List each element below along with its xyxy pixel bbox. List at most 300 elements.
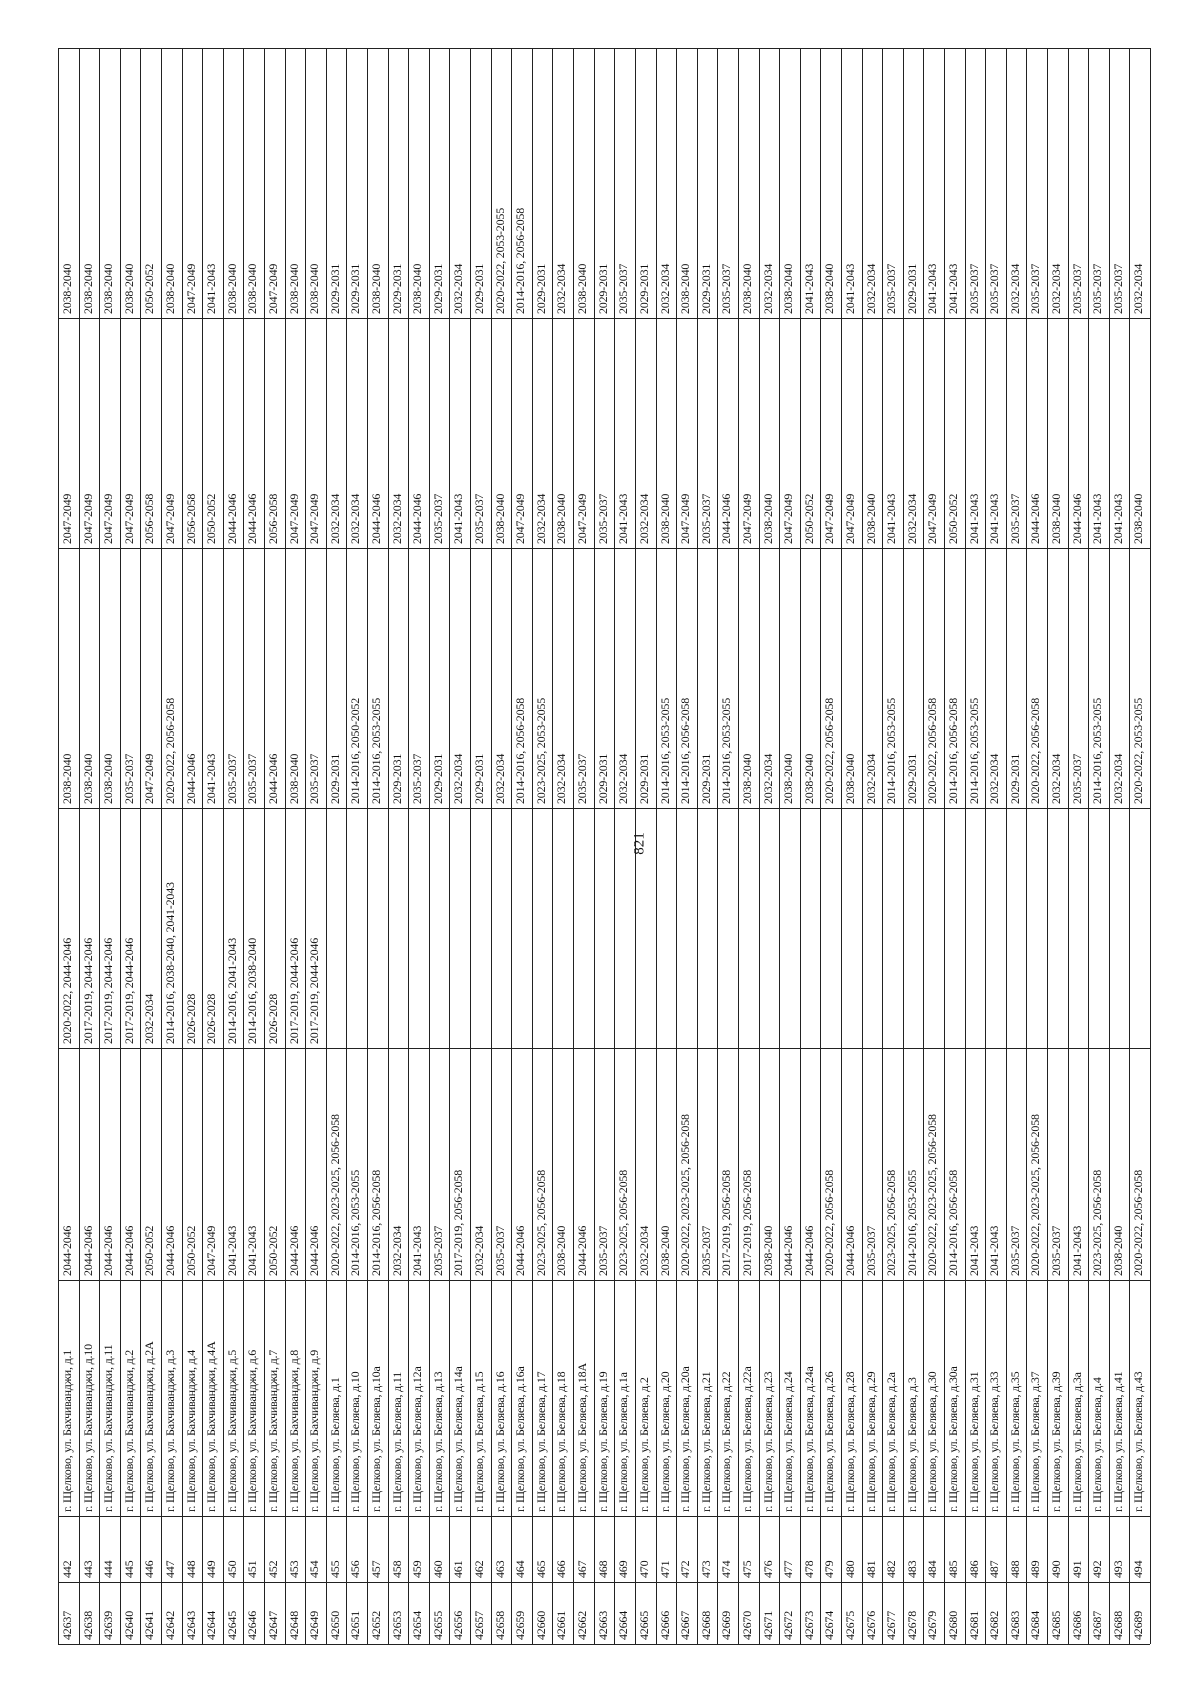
table-cell-record-number — [1109, 1516, 1130, 1582]
cell-text: 482 — [884, 1560, 899, 1578]
table-cell-period-2 — [140, 808, 161, 1048]
table-cell-period-2 — [903, 808, 924, 1048]
table-cell-record-number — [573, 1516, 594, 1582]
cell-text: 2038-2040 — [1131, 493, 1146, 544]
table-cell-record-id — [305, 1582, 326, 1644]
table-cell-record-id — [552, 1582, 573, 1644]
cell-text: 42637 — [60, 1610, 74, 1640]
table-cell-period-4 — [285, 318, 306, 548]
table-cell-period-5 — [1109, 48, 1130, 318]
cell-text: г. Щелково, ул. Беляева, д.43 — [1131, 1371, 1146, 1512]
cell-text: 483 — [904, 1560, 919, 1578]
table-cell-period-5 — [470, 48, 491, 318]
cell-text: 2029-2031 — [904, 263, 919, 314]
cell-text: 2029-2031 — [430, 753, 445, 804]
cell-text: 42653 — [389, 1610, 404, 1640]
cell-text: г. Щелково, ул. Беляева, д.2а — [884, 1372, 899, 1512]
cell-text: 42668 — [698, 1610, 713, 1640]
table-cell-period-3 — [903, 548, 924, 808]
cell-text: 468 — [595, 1560, 610, 1578]
cell-text: г. Щелково, ул. Беляева, д.18 — [554, 1371, 569, 1512]
table-cell-period-2 — [697, 808, 718, 1048]
table-cell-record-number — [161, 1516, 182, 1582]
cell-text: г. Щелково, ул. Беляева, д.15 — [472, 1371, 487, 1512]
table-cell-period-3 — [862, 548, 883, 808]
cell-text: 2035-2037 — [719, 263, 734, 314]
table-cell-period-2 — [305, 808, 326, 1048]
cell-text: 2047-2049 — [142, 753, 157, 804]
table-cell-period-2 — [1068, 808, 1089, 1048]
table-cell-record-id — [264, 1582, 285, 1644]
table-cell-period-1 — [243, 1048, 264, 1280]
table-cell-period-4 — [820, 318, 841, 548]
table-cell-address — [223, 1280, 244, 1516]
table-cell-address — [79, 1280, 100, 1516]
cell-text: 2041-2043 — [204, 753, 219, 804]
table-cell-period-1 — [841, 1048, 862, 1280]
table-cell-period-1 — [285, 1048, 306, 1280]
cell-text: 2041-2043 — [224, 1225, 239, 1276]
cell-text: 42667 — [678, 1610, 693, 1640]
cell-text: 2044-2046 — [801, 1225, 816, 1276]
table-cell-record-id — [79, 1582, 100, 1644]
cell-text: 479 — [822, 1560, 837, 1578]
table-cell-record-number — [202, 1516, 223, 1582]
table-cell-address — [99, 1280, 120, 1516]
cell-text: 2020-2022, 2023-2025, 2056-2058 — [327, 1114, 342, 1276]
cell-text: 2047-2049 — [286, 493, 301, 544]
table-cell-period-3 — [449, 548, 470, 808]
table-cell-record-id — [800, 1582, 821, 1644]
table-cell-period-1 — [635, 1048, 656, 1280]
table-cell-address — [511, 1280, 532, 1516]
table-cell-period-4 — [58, 318, 79, 548]
table-cell-record-id — [202, 1582, 223, 1644]
cell-text: 448 — [183, 1560, 198, 1578]
cell-text: 42671 — [760, 1610, 775, 1640]
cell-text: 2035-2037 — [1090, 263, 1105, 314]
cell-text: 2041-2043 — [204, 263, 219, 314]
table-cell-period-4 — [800, 318, 821, 548]
table-cell-period-5 — [820, 48, 841, 318]
cell-text: 466 — [554, 1560, 569, 1578]
table-cell-period-2 — [676, 808, 697, 1048]
column-separator — [58, 1644, 1150, 1645]
table-cell-period-1 — [965, 1048, 986, 1280]
table-cell-period-4 — [841, 318, 862, 548]
cell-text: 42655 — [430, 1610, 445, 1640]
cell-text: 42649 — [307, 1610, 322, 1640]
cell-text: 2032-2034 — [554, 753, 569, 804]
cell-text: 2038-2040 — [286, 753, 301, 804]
cell-text: 2032-2034 — [1048, 753, 1063, 804]
table-cell-period-5 — [985, 48, 1006, 318]
table-cell-record-id — [120, 1582, 141, 1644]
cell-text: 2035-2037 — [121, 753, 136, 804]
cell-text: г. Щелково, ул. Беляева, д.11 — [389, 1372, 404, 1512]
table-cell-period-1 — [614, 1048, 635, 1280]
table-cell-period-5 — [511, 48, 532, 318]
table-cell-period-5 — [79, 48, 100, 318]
cell-text: 2044-2046 — [121, 1225, 136, 1276]
table-cell-address — [285, 1280, 306, 1516]
table-cell-period-1 — [944, 1048, 965, 1280]
table-cell-period-5 — [388, 48, 409, 318]
cell-text: 2047-2049 — [925, 493, 940, 544]
cell-text: 42658 — [492, 1610, 507, 1640]
cell-text: 2020-2022, 2023-2025, 2056-2058 — [925, 1114, 940, 1276]
cell-text: 2041-2043 — [245, 1225, 260, 1276]
table-cell-record-number — [99, 1516, 120, 1582]
table-cell-period-2 — [449, 808, 470, 1048]
cell-text: 2041-2043 — [1069, 1225, 1084, 1276]
cell-text: 42641 — [142, 1610, 157, 1640]
table-cell-period-5 — [779, 48, 800, 318]
table-cell-period-5 — [99, 48, 120, 318]
table-cell-period-2 — [965, 808, 986, 1048]
table-cell-period-3 — [532, 548, 553, 808]
cell-text: 42643 — [183, 1610, 198, 1640]
table-cell-record-number — [985, 1516, 1006, 1582]
cell-text: 2038-2040 — [121, 263, 136, 314]
table-cell-period-1 — [882, 1048, 903, 1280]
cell-text: 2038-2040 — [575, 263, 590, 314]
table-cell-record-number — [223, 1516, 244, 1582]
cell-text: 42654 — [410, 1610, 425, 1640]
table-cell-period-2 — [717, 808, 738, 1048]
table-cell-address — [470, 1280, 491, 1516]
table-cell-period-4 — [1088, 318, 1109, 548]
table-cell-period-3 — [738, 548, 759, 808]
table-cell-record-number — [285, 1516, 306, 1582]
table-cell-record-number — [1129, 1516, 1150, 1582]
cell-text: 444 — [101, 1560, 116, 1578]
table-cell-period-3 — [182, 548, 203, 808]
cell-text: г. Щелково, ул. Беляева, д.19 — [595, 1371, 610, 1512]
cell-text: 2029-2031 — [348, 263, 363, 314]
table-cell-period-3 — [346, 548, 367, 808]
cell-text: 2032-2034 — [327, 493, 342, 544]
table-cell-record-id — [408, 1582, 429, 1644]
table-cell-period-3 — [243, 548, 264, 808]
cell-text: 2032-2034 — [348, 493, 363, 544]
cell-text: 42680 — [945, 1610, 960, 1640]
cell-text: 2014-2016, 2056-2058 — [369, 1170, 384, 1276]
table-cell-address — [161, 1280, 182, 1516]
table-cell-record-number — [58, 1516, 79, 1582]
cell-text: 2041-2043 — [1090, 493, 1105, 544]
cell-text: г. Щелково, ул. Беляева, д.22 — [719, 1371, 734, 1512]
table-cell-period-5 — [882, 48, 903, 318]
table-cell-record-number — [738, 1516, 759, 1582]
table-cell-period-2 — [58, 808, 79, 1048]
cell-text: 42646 — [245, 1610, 260, 1640]
cell-text: г. Щелково, ул. Беляева, д.20 — [657, 1371, 672, 1512]
cell-text: 2035-2037 — [224, 753, 239, 804]
table-cell-record-id — [1047, 1582, 1068, 1644]
table-cell-record-number — [79, 1516, 100, 1582]
table-cell-record-number — [1068, 1516, 1089, 1582]
table-cell-address — [1006, 1280, 1027, 1516]
table-cell-period-1 — [305, 1048, 326, 1280]
table-cell-record-number — [470, 1516, 491, 1582]
cell-text: 2020-2022, 2056-2058 — [822, 1170, 837, 1276]
table-cell-address — [326, 1280, 347, 1516]
page-number-text: 821 — [631, 832, 648, 855]
cell-text: 2035-2037 — [698, 493, 713, 544]
cell-text: 2038-2040 — [1048, 493, 1063, 544]
cell-text: 2035-2037 — [492, 1225, 507, 1276]
cell-text: 462 — [472, 1560, 487, 1578]
cell-text: 2026-2028 — [204, 993, 219, 1044]
cell-text: 2047-2049 — [678, 493, 693, 544]
cell-text: г. Щелково, ул. Беляева, д.35 — [1007, 1371, 1022, 1512]
cell-text: г. Щелково, ул. Беляева, д.24 — [781, 1371, 796, 1512]
table-cell-period-1 — [1109, 1048, 1130, 1280]
cell-text: 42664 — [616, 1610, 631, 1640]
table-cell-period-2 — [779, 808, 800, 1048]
table-cell-record-id — [779, 1582, 800, 1644]
table-cell-address — [449, 1280, 470, 1516]
cell-text: 2014-2016, 2056-2058 — [513, 698, 528, 804]
cell-text: г. Щелково, ул. Беляева, д.13 — [430, 1371, 445, 1512]
cell-text: г. Щелково, ул. Бахчиванджи, д.3 — [163, 1349, 178, 1512]
table-cell-period-4 — [449, 318, 470, 548]
table-cell-period-5 — [697, 48, 718, 318]
cell-text: 2041-2043 — [987, 1225, 1002, 1276]
cell-text: г. Щелково, ул. Беляева, д.3а — [1069, 1372, 1084, 1512]
cell-text: 2038-2040 — [739, 263, 754, 314]
table-cell-record-number — [552, 1516, 573, 1582]
table-cell-record-id — [161, 1582, 182, 1644]
table-cell-period-5 — [243, 48, 264, 318]
cell-text: 2038-2040 — [307, 263, 322, 314]
table-cell-record-id — [367, 1582, 388, 1644]
table-cell-period-5 — [903, 48, 924, 318]
table-cell-period-5 — [305, 48, 326, 318]
cell-text: 42669 — [719, 1610, 734, 1640]
table-cell-period-3 — [161, 548, 182, 808]
table-cell-period-4 — [182, 318, 203, 548]
table-cell-record-number — [532, 1516, 553, 1582]
table-cell-period-2 — [882, 808, 903, 1048]
cell-text: 2041-2043 — [987, 493, 1002, 544]
table-cell-period-5 — [367, 48, 388, 318]
cell-text: 2032-2034 — [472, 1225, 487, 1276]
cell-text: 2035-2037 — [966, 263, 981, 314]
table-cell-address — [1047, 1280, 1068, 1516]
table-cell-period-3 — [635, 548, 656, 808]
cell-text: 458 — [389, 1560, 404, 1578]
table-cell-address — [820, 1280, 841, 1516]
cell-text: 2029-2031 — [636, 753, 651, 804]
cell-text: 447 — [163, 1560, 178, 1578]
table-cell-period-2 — [326, 808, 347, 1048]
table-cell-period-2 — [264, 808, 285, 1048]
table-cell-period-4 — [1026, 318, 1047, 548]
table-cell-record-number — [656, 1516, 677, 1582]
cell-text: 2047-2049 — [739, 493, 754, 544]
cell-text: 42663 — [595, 1610, 610, 1640]
table-cell-period-3 — [1047, 548, 1068, 808]
table-cell-address — [243, 1280, 264, 1516]
cell-text: 42662 — [575, 1610, 590, 1640]
cell-text: 2014-2016, 2053-2055 — [348, 1170, 363, 1276]
table-cell-period-3 — [779, 548, 800, 808]
table-cell-period-3 — [58, 548, 79, 808]
table-cell-address — [1109, 1280, 1130, 1516]
cell-text: 2038-2040 — [739, 753, 754, 804]
cell-text: 2041-2043 — [966, 493, 981, 544]
cell-text: 2038-2040 — [163, 263, 178, 314]
cell-text: 476 — [760, 1560, 775, 1578]
table-cell-period-3 — [264, 548, 285, 808]
table-cell-record-number — [182, 1516, 203, 1582]
cell-text: 2032-2034 — [1110, 753, 1125, 804]
cell-text: 456 — [348, 1560, 363, 1578]
table-cell-address — [738, 1280, 759, 1516]
table-cell-record-number — [1026, 1516, 1047, 1582]
cell-text: 2044-2046 — [163, 1225, 178, 1276]
table-cell-record-id — [429, 1582, 450, 1644]
cell-text: 2020-2022, 2053-2055 — [492, 208, 507, 314]
table-cell-period-5 — [738, 48, 759, 318]
cell-text: 2029-2031 — [533, 263, 548, 314]
table-cell-period-5 — [1088, 48, 1109, 318]
cell-text: 2047-2049 — [842, 493, 857, 544]
table-cell-address — [202, 1280, 223, 1516]
cell-text: 2038-2040 — [101, 753, 116, 804]
cell-text: 450 — [224, 1560, 239, 1578]
table-cell-record-id — [697, 1582, 718, 1644]
table-cell-record-number — [388, 1516, 409, 1582]
table-cell-record-id — [346, 1582, 367, 1644]
table-cell-period-5 — [676, 48, 697, 318]
cell-text: 463 — [492, 1560, 507, 1578]
cell-text: 2044-2046 — [719, 493, 734, 544]
cell-text: 2041-2043 — [945, 263, 960, 314]
table-cell-address — [676, 1280, 697, 1516]
cell-text: 42652 — [369, 1610, 384, 1640]
table-cell-period-3 — [923, 548, 944, 808]
cell-text: 42682 — [987, 1610, 1002, 1640]
table-cell-period-3 — [820, 548, 841, 808]
table-cell-record-number — [594, 1516, 615, 1582]
cell-text: 2041-2043 — [616, 493, 631, 544]
cell-text: 2041-2043 — [1110, 493, 1125, 544]
cell-text: г. Щелково, ул. Бахчиванджи, д.10 — [80, 1344, 95, 1512]
cell-text: 494 — [1131, 1560, 1146, 1578]
table-cell-record-id — [1109, 1582, 1130, 1644]
cell-text: 2032-2034 — [863, 753, 878, 804]
table-cell-period-4 — [862, 318, 883, 548]
table-cell-period-3 — [759, 548, 780, 808]
cell-text: 2050-2052 — [142, 263, 157, 314]
table-cell-record-id — [1088, 1582, 1109, 1644]
table-cell-period-2 — [1006, 808, 1027, 1048]
table-cell-period-4 — [264, 318, 285, 548]
table-cell-period-4 — [738, 318, 759, 548]
table-cell-record-id — [470, 1582, 491, 1644]
table-cell-period-3 — [388, 548, 409, 808]
cell-text: 42650 — [327, 1610, 342, 1640]
cell-text: 2023-2025, 2056-2058 — [1090, 1170, 1105, 1276]
table-cell-period-3 — [285, 548, 306, 808]
cell-text: 471 — [657, 1560, 672, 1578]
cell-text: 2035-2037 — [1110, 263, 1125, 314]
table-cell-address — [944, 1280, 965, 1516]
table-cell-period-4 — [1047, 318, 1068, 548]
table-cell-period-2 — [182, 808, 203, 1048]
cell-text: 2017-2019, 2056-2058 — [451, 1170, 466, 1276]
table-cell-period-5 — [656, 48, 677, 318]
cell-text: 2044-2046 — [245, 493, 260, 544]
cell-text: 2032-2034 — [760, 263, 775, 314]
table-cell-period-5 — [449, 48, 470, 318]
table-cell-address — [573, 1280, 594, 1516]
table-cell-period-3 — [965, 548, 986, 808]
cell-text: 2041-2043 — [966, 1225, 981, 1276]
record-separator — [1150, 48, 1151, 1644]
cell-text: 2032-2034 — [389, 493, 404, 544]
cell-text: 2038-2040 — [760, 1225, 775, 1276]
table-cell-record-number — [800, 1516, 821, 1582]
cell-text: 2035-2037 — [410, 753, 425, 804]
table-cell-record-number — [779, 1516, 800, 1582]
cell-text: 2029-2031 — [472, 263, 487, 314]
cell-text: 493 — [1110, 1560, 1125, 1578]
cell-text: 457 — [369, 1560, 384, 1578]
table-cell-record-number — [882, 1516, 903, 1582]
cell-text: 2047-2049 — [575, 493, 590, 544]
table-cell-period-1 — [552, 1048, 573, 1280]
cell-text: 2038-2040 — [286, 263, 301, 314]
table-cell-period-2 — [243, 808, 264, 1048]
cell-text: 42679 — [925, 1610, 940, 1640]
table-cell-record-id — [182, 1582, 203, 1644]
cell-text: 2020-2022, 2056-2058 — [822, 698, 837, 804]
cell-text: 488 — [1007, 1560, 1022, 1578]
cell-text: 2032-2034 — [533, 493, 548, 544]
table-cell-period-4 — [532, 318, 553, 548]
table-cell-period-4 — [944, 318, 965, 548]
cell-text: 485 — [945, 1560, 960, 1578]
table-cell-period-5 — [841, 48, 862, 318]
cell-text: 2032-2034 — [389, 1225, 404, 1276]
table-cell-period-2 — [79, 808, 100, 1048]
cell-text: г. Щелково, ул. Беляева, д.29 — [863, 1371, 878, 1512]
table-cell-period-3 — [656, 548, 677, 808]
cell-text: 2038-2040 — [863, 493, 878, 544]
table-cell-period-2 — [470, 808, 491, 1048]
table-cell-period-3 — [223, 548, 244, 808]
cell-text: 2041-2043 — [410, 1225, 425, 1276]
table-cell-period-5 — [140, 48, 161, 318]
cell-text: 2017-2019, 2044-2046 — [286, 938, 301, 1044]
table-cell-address — [759, 1280, 780, 1516]
cell-text: 2044-2046 — [286, 1225, 301, 1276]
cell-text: 484 — [925, 1560, 940, 1578]
cell-text: г. Щелково, ул. Беляева, д.16 — [492, 1371, 507, 1512]
cell-text: 2032-2034 — [657, 263, 672, 314]
cell-text: 42674 — [822, 1610, 837, 1640]
table-cell-period-2 — [1047, 808, 1068, 1048]
table-cell-period-1 — [491, 1048, 512, 1280]
table-cell-address — [965, 1280, 986, 1516]
cell-text: 2035-2037 — [472, 493, 487, 544]
table-cell-address — [388, 1280, 409, 1516]
cell-text: г. Щелково, ул. Беляева, д.17 — [533, 1371, 548, 1512]
